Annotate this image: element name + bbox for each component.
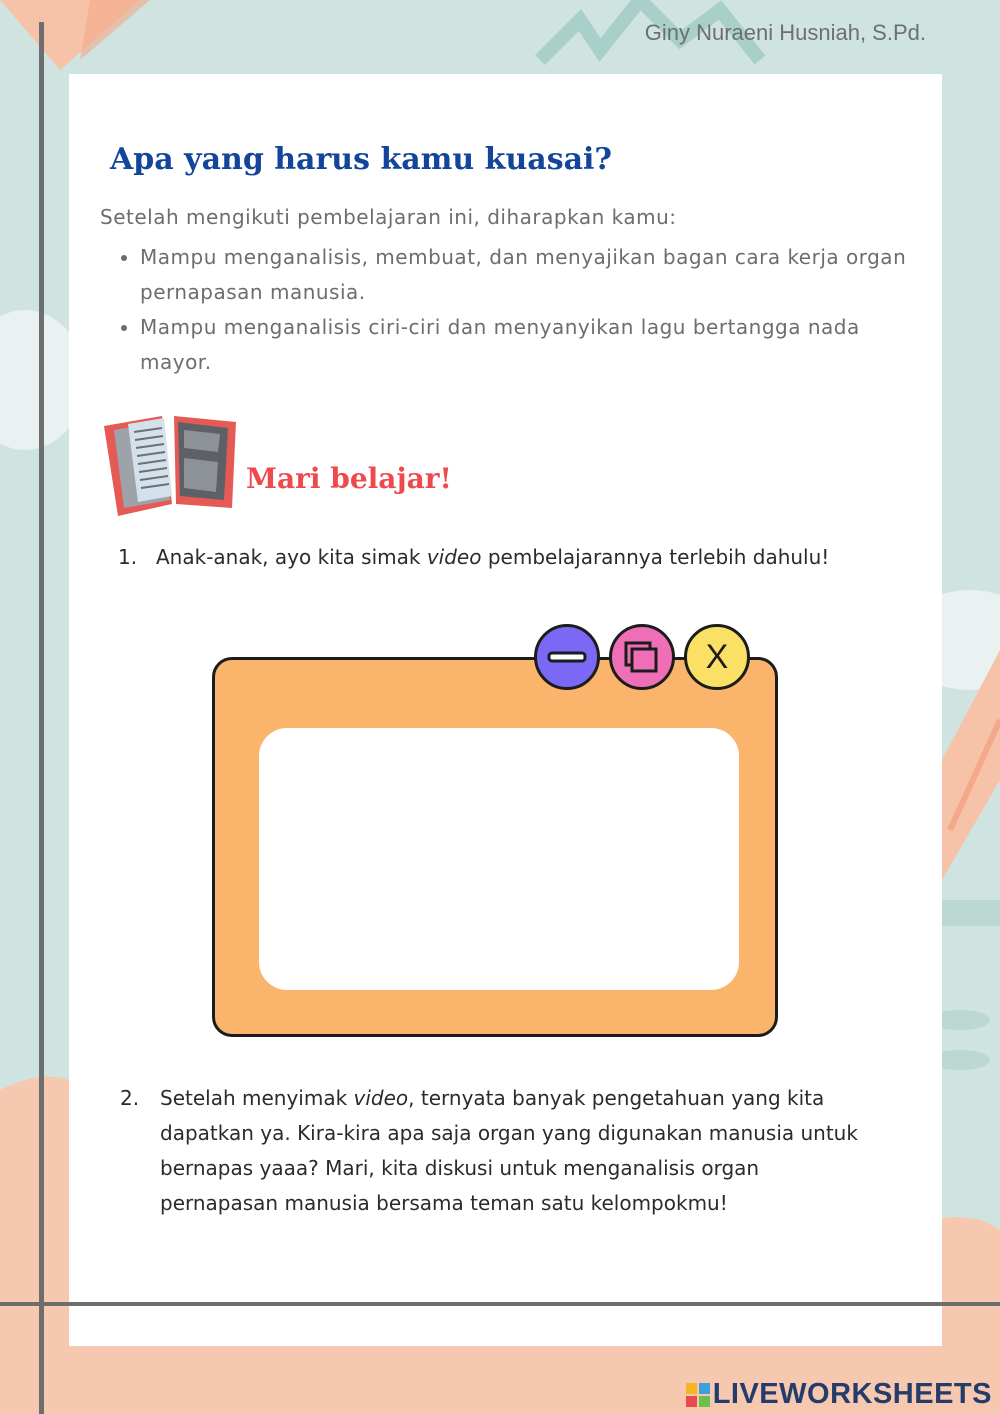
liveworksheets-brand[interactable]	[686, 1378, 992, 1411]
horizontal-divider	[0, 1302, 1000, 1306]
goal-item: • Mampu menganalisis, membuat, dan menyajikan bagan cara kerja organ pernapasan manusia.	[140, 240, 920, 310]
author-name: Giny Nuraeni Husniah, S.Pd.	[644, 20, 926, 45]
vertical-divider	[39, 22, 44, 1414]
step-number: 1.	[118, 545, 138, 569]
step-text-part: pembelajarannya terlebih dahulu!	[481, 545, 830, 569]
step-number: 2.	[120, 1086, 140, 1110]
goals-list	[118, 240, 920, 380]
close-button[interactable]: X	[684, 624, 750, 690]
restore-icon	[624, 641, 660, 673]
brand-text: LIVEWORKSHEETS	[712, 1378, 992, 1410]
step-text-part: Anak-anak, ayo kita simak	[156, 545, 427, 569]
step-text-emphasis: video	[353, 1086, 409, 1110]
step-text-emphasis: video	[426, 545, 482, 569]
step-text	[156, 540, 829, 575]
page-title: Apa yang harus kamu kuasai?	[110, 142, 613, 177]
intro-text: Setelah mengikuti pembelajaran ini, diharapkan kamu:	[100, 205, 677, 229]
video-screen[interactable]	[259, 728, 739, 990]
step-text-part: Setelah menyimak	[160, 1086, 354, 1110]
liveworksheets-logo-icon	[686, 1383, 710, 1407]
step-text	[160, 1081, 860, 1221]
open-book-icon	[100, 408, 246, 518]
step-text-part: , ternyata banyak pengetahuan yang kita dapatkan ya. Kira-kira apa saja organ yang digunakan manusia untuk bernapas yaaa? Mari, kita diskusi untuk menganalisis organ pernapasan manusia bersama teman satu kelompokmu!	[160, 1086, 858, 1215]
video-window	[212, 657, 778, 1037]
maximize-button[interactable]	[609, 624, 675, 690]
minimize-icon	[547, 650, 587, 664]
minimize-button[interactable]	[534, 624, 600, 690]
section-heading: Mari belajar!	[246, 462, 452, 495]
goal-item: • Mampu menganalisis ciri-ciri dan menyanyikan lagu bertangga nada mayor.	[140, 310, 920, 380]
